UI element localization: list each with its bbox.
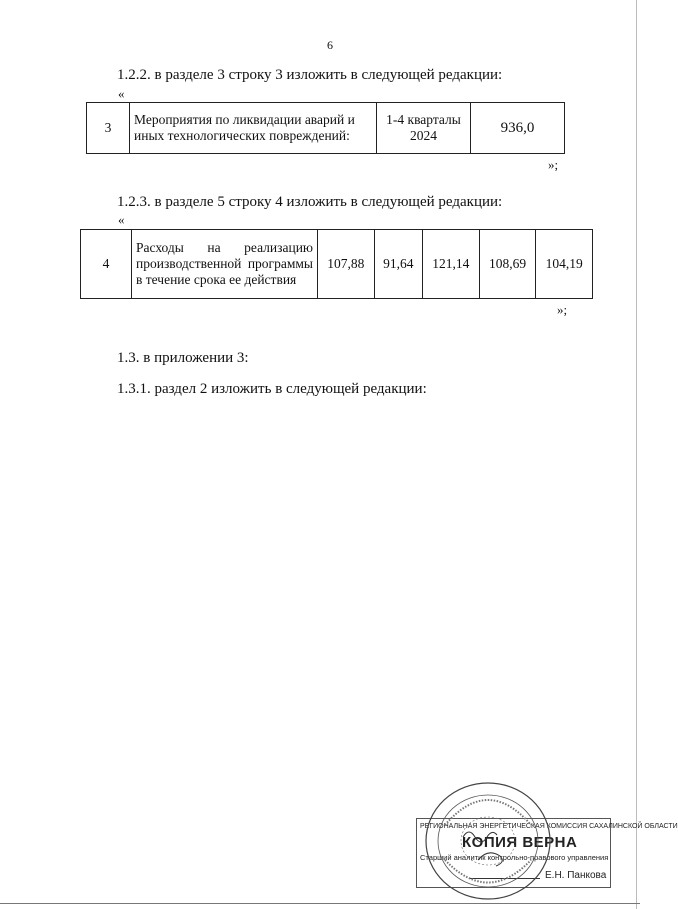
page-number: 6 xyxy=(327,38,333,52)
table-section-3-row-3 xyxy=(86,102,565,154)
event-name-cell: Мероприятия по ликвидации аварий и иных технологических повреждений: xyxy=(130,103,377,154)
close-quote: »; xyxy=(557,302,568,317)
row-number-cell: 3 xyxy=(87,103,130,154)
table-row xyxy=(81,230,593,299)
scan-bottom-line xyxy=(0,903,640,904)
open-quote: « xyxy=(118,212,125,227)
section-1-3-1-text: 1.3.1. раздел 2 изложить в следующей редакции: xyxy=(117,381,427,397)
value-cell: 108,69 xyxy=(479,230,536,299)
value-cell: 107,88 xyxy=(318,230,375,299)
table-section-5-row-4 xyxy=(80,229,593,299)
table-row xyxy=(87,103,565,154)
open-quote: « xyxy=(118,86,125,101)
row-number-cell: 4 xyxy=(81,230,132,299)
section-1-3-text: 1.3. в приложении 3: xyxy=(117,350,249,366)
scan-edge-line xyxy=(636,0,637,909)
section-1-2-3-heading: 1.2.3. в разделе 5 строку 4 изложить в следующей редакции: xyxy=(117,194,503,210)
expense-name-cell: Расходы на реализацию производственной программы в течение срока ее действия xyxy=(132,230,318,299)
stamp-position: Старший аналитик контрольно-правового управления xyxy=(420,853,609,862)
amount-cell: 936,0 xyxy=(471,103,565,154)
stamp-title: КОПИЯ ВЕРНА xyxy=(462,834,578,851)
stamp-signer: Е.Н. Панкова xyxy=(545,870,607,881)
value-cell: 104,19 xyxy=(536,230,593,299)
value-cell: 121,14 xyxy=(423,230,480,299)
round-seal-icon xyxy=(423,780,553,902)
stamp-organization: РЕГИОНАЛЬНАЯ ЭНЕРГЕТИЧЕСКАЯ КОМИССИЯ САХАЛИНСКОЙ ОБЛАСТИ xyxy=(420,823,678,830)
period-cell: 1-4 кварталы 2024 xyxy=(377,103,471,154)
value-cell: 91,64 xyxy=(374,230,422,299)
section-1-2-2-heading: 1.2.2. в разделе 3 строку 3 изложить в следующей редакции: xyxy=(117,67,503,83)
close-quote: »; xyxy=(548,157,559,172)
